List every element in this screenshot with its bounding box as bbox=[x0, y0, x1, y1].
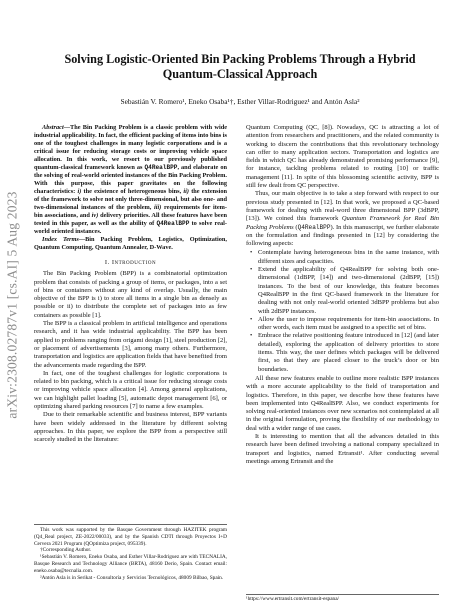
footnote-funding: This work was supported by the Basque Government through HAZITEK program (Q4_Real project, ZE-2022/00033), and by the Spanish CDTI through Proyectos I+D Cervera 2021 Program (QOptimiza project, 095339). bbox=[34, 527, 227, 547]
right-column bbox=[246, 124, 439, 466]
abstract-text-e: requirements for item-bin associations, and bbox=[34, 204, 227, 219]
abstract-text-b: , and elaborate on the solving of real-world oriented instances of the Bin Packing Problem. With this purpose, this paper gravitates on the following characteristics: bbox=[34, 164, 227, 195]
aspects-list bbox=[246, 249, 439, 373]
right-paragraph-3: All these new features enable to outline more realistic BPP instances with a more accurate applicability to the field of transportation and logistics. Therefore, in this paper, we describe how these features have been implemented into Q4RealBPP. Also, we conduct experiments for solving real-oriented instances over new scenarios not contemplated at all in the original formulation, proving the flexibility of our methodology to deal with a wider range of use cases. bbox=[246, 374, 439, 432]
aspect-item-4: • Embrace the relative positioning feature introduced in [12] (and later detailed), exploring the application of delivery priorities to store items. This way, the user defines which packages will be delivered first, so that they are placed closer to the truck’s door or bin boundaries. bbox=[258, 332, 439, 373]
right-p2-paren: ( bbox=[293, 223, 298, 231]
intro-paragraph-1: The Bin Packing Problem (BPP) is a combinatorial optimization problem that consists of packing a group of items, or packages, into a set of bins or containers without any kind of overlap. Usually, the main objective of the BPP is i) to store all items in a single bin as densely as possible or ii) to distribute the complete set of packages into as few containers as possible [1]. bbox=[34, 270, 227, 319]
right-p2-q4realbpp: Q4RealBPP bbox=[297, 223, 331, 231]
paper-title-line1: Solving Logistic-Oriented Bin Packing Problems Through a Hybrid bbox=[64, 52, 416, 66]
left-footnotes bbox=[34, 524, 227, 581]
arxiv-stamp-text: arXiv:2308.02787v1 [cs.AI] 5 Aug 2023 bbox=[5, 191, 20, 419]
footnote-affiliation-2: ²Antón Asla is in Serikat - Consultoría y Servicios Tecnológicos, 48009 Bilbao, Spain. bbox=[40, 574, 224, 581]
intro-paragraph-4: Due to their remarkable scientific and business interest, BPP variants have been widely addressed in the literature by different solving approaches. In this paper, we explore the BPP from a perspective still scarcely studied in the literature: bbox=[34, 411, 227, 444]
left-column bbox=[34, 124, 227, 445]
abstract bbox=[34, 124, 227, 236]
abstract-q4realbpp-1: Q4RealBPP bbox=[144, 164, 178, 171]
intro-paragraph-3: In fact, one of the toughest challenges for logistic corporations is related to bin packing, which is a critical issue for reducing storage costs or improving vehicle space allocation [4]. Among general applications, we can highlight pallet loading [5], automatic depot management [6], or optimizing shared parking resources [7] to name a few examples. bbox=[34, 369, 227, 411]
abstract-text-c: the existence of heterogeneous bins, bbox=[81, 188, 184, 195]
abstract-q4realbpp-2: Q4RealBPP bbox=[156, 220, 190, 227]
right-footnote: ¹https://www.ertransit.com/ertransit-espana/ bbox=[246, 594, 439, 603]
abstract-i: i) bbox=[77, 188, 82, 195]
abstract-text-d: the extension of the framework to solve not only three-dimensional, but also one- and two-dimensional instances of the problem, bbox=[34, 188, 227, 211]
aspect-item-1: • Contemplate having heterogeneous bins in the same instance, with different sizes and capacities. bbox=[258, 249, 439, 266]
right-p2-a: Thus, our main objective is to take a step forward with respect to our previous study presented in [12]. In that work, we proposed a QC-based framework for dealing with real-word three dimensional BPP (3dBPP, [13]). We coined this framework bbox=[246, 190, 439, 223]
arxiv-stamp bbox=[4, 140, 22, 470]
abstract-ii: ii) bbox=[183, 188, 190, 195]
right-paragraph-1: Quantum Computing (QC, [8]). Nowadays, QC is attracting a lot of attention from researchers and practitioners, and the related community is working to discern the contributions that this revolutionary technology can offer to many application sectors. Transportation and logistics are fields in which QC has already demonstrated promising performance [9], for instance, tackling problems related to routing [10] or traffic management [11]. In spite of this blossoming scientific activity, BPP is still few dealt from QC perspective. bbox=[246, 124, 439, 190]
abstract-iv: iv) bbox=[91, 212, 99, 219]
index-terms-text: —Bin Packing Problem, Logistics, Optimization, Quantum Computing, Quantum Annealer, D-Wave. bbox=[34, 236, 227, 251]
aspect-item-2: • Extend the applicability of Q4RealBPP for solving both one-dimensional (1dBPP, [14]) and two-dimensional (2dBPP, [15]) instances. To the best of our knowledge, this feature becomes Q4RealBPP in the first QC-based framework in the literature for dealing with not only real-world oriented 3dBPP problems but also with 2dBPP instances. bbox=[258, 266, 439, 316]
author-list: Sebastián V. Romero¹, Eneko Osaba¹†, Esther Villar-Rodriguez¹ and Antón Asla² bbox=[120, 97, 360, 106]
paper-title bbox=[40, 52, 440, 82]
aspect-item-3: • Allow the user to impose requirements for item-bin associations. In other words, each item must be assigned to a specific set of bins. bbox=[258, 316, 439, 333]
abstract-label: Abstract bbox=[42, 124, 64, 131]
framework-name: Quantum Framework for Real Bin Packing Problems bbox=[246, 215, 440, 231]
abstract-iii: iii) bbox=[153, 204, 162, 211]
right-p2-b: ). In this manuscript, we further elaborate on the formulation and findings presented in [12] by considering the following aspects: bbox=[246, 223, 439, 248]
footnote-corresponding: †Corresponding Author. bbox=[40, 547, 92, 554]
index-terms bbox=[34, 236, 227, 252]
right-paragraph-4: It is interesting to mention that all the advances detailed in this research have been defined involving a national company specialized in transport and logistics, named Ertransit¹. After conducting several meetings among Ertransit and the bbox=[246, 432, 439, 465]
paper-title-line2: Quantum-Classical Approach bbox=[162, 67, 318, 81]
index-terms-label: Index Terms bbox=[42, 236, 79, 243]
section-heading-introduction: I. Introduction bbox=[104, 259, 157, 266]
right-paragraph-2 bbox=[246, 190, 439, 248]
abstract-text-a: —The Bin Packing Problem is a classic problem with wide industrial applicability. In fact, the efficient packing of items into bins is one of the toughest challenges in many logistic corporations and is a critical issue for reducing storage costs or improving vehicle space allocation. In this work, we resort to our previously published quantum-classical framework known as bbox=[34, 124, 227, 171]
abstract-text-g: to solve real-world oriented instances. bbox=[34, 220, 227, 235]
intro-paragraph-2: The BPP is a classical problem in artificial intelligence and operations research, and it has wide industrial applicability. The BPP has been applied to problems ranging from origami design [1], steel production [2], or placement of advertisements [3], among many others. Furthermore, transportation and logistics are application fields that have benefited from the advancements made regarding the BPP. bbox=[34, 320, 227, 369]
abstract-text-f: delivery priorities. All these features have been tested in this paper, as well as the ability of bbox=[34, 212, 227, 227]
footnote-affiliation-1: ¹Sebastián V. Romero, Eneko Osaba, and Esther Villar-Rodriguez are with TECNALIA, Basque Research and Technology Alliance (BRTA), 48160 Derio, Spain. Contact email: eneko.osaba@tecnalia.com. bbox=[34, 554, 227, 574]
